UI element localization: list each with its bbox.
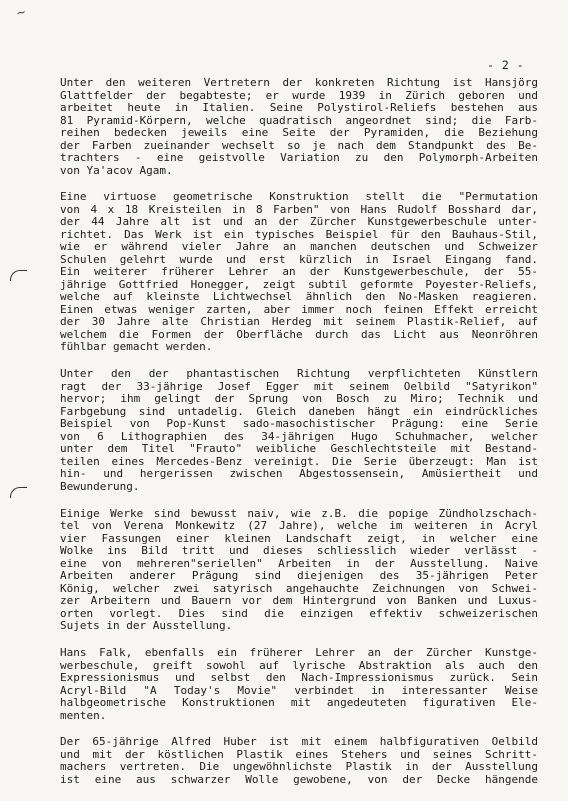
text-line: Acryl-Bild "A Today's Movie" verbindet in interessanter Weise [60,684,538,697]
text-line: werbeschule, greift sowohl auf lyrische Abstraktion als auch den [60,659,538,672]
text-line: arbeitet heute in Italien. Seine Polystirol-Reliefs bestehen aus [60,102,538,114]
text-line: Beispiel von Pop-Kunst sado-masochistischer Prägung: eine Serie [60,418,538,431]
text-line: tel von Verena Monkewitz (27 Jahre), welche im weiteren in Acryl [60,520,538,533]
text-line: Einen etwas weniger zarten, aber immer noch feinen Effekt erreicht [60,303,538,316]
text-line: trachters - eine geistvolle Variation zu den Polymorph-Arbeiten [60,152,538,164]
text-line: Ein weiterer früherer Lehrer an der Kunstgewerbeschule, der 55- [60,266,538,279]
text-line: wie er während vieler Jahre an manchen deutschen und Schweizer [60,241,538,254]
text-line: und mit der köstlichen Plastik eines Stehers und seines Schritt- [60,748,538,761]
text-line: fühlbar gemacht werden. [60,341,213,354]
page-number: - 2 - [487,58,525,72]
text-line: Wolke ins Bild tritt und dieses schliesslich wieder verlässt - [60,545,538,558]
text-line: von 4 x 18 Kreisteilen in 8 Farben" von Hans Rudolf Bosshard dar, [60,203,538,216]
text-line: richtet. Das Werk ist ein typisches Beispiel für den Bauhaus-Stil, [60,228,538,241]
text-line: von Ya'acov Agam. [60,164,173,177]
text-line: ist eine aus schwarzer Wolle gewobene, von der Decke hängende [60,773,538,786]
text-line: Unter den der phantastischen Richtung verpflichteten Künstlern [60,368,538,381]
text-line: jährige Gottfried Honegger, zeigt subtil geformte Poyester-Reliefs, [60,278,538,291]
text-line: Sujets in der Ausstellung. [60,620,233,633]
text-line: Expressionismus und selbst den Nach-Impressionismus zurück. Sein [60,672,538,685]
text-line: von 6 Lithographien des 34-jährigen Hugo Schuhmacher, welcher [60,430,538,443]
text-line: machers vertreten. Die ungewöhnlichste Plastik in der Ausstellung [60,761,538,774]
text-line: vier Fassungen einer kleinen Landschaft zeigt, in welcher eine [60,532,538,545]
margin-pencil-mark [10,270,27,281]
document-body [60,77,538,801]
text-line: teilen eines Mercedes-Benz vereinigt. Die Serie überzeugt: Man ist [60,455,538,468]
text-line: eine von mehreren"seriellen" Arbeiten in der Ausstellung. Naive [60,557,538,570]
text-line: reihen bedecken jeweils eine Seite der Pyramiden, die Beziehung [60,127,538,139]
text-line: der Farben zueinander wechselt so je nach dem Standpunkt des Be- [60,139,538,152]
text-line: Glattfelder der begabteste; er wurde 1939 in Zürich geboren und [60,89,538,102]
text-line: halbgeometrische Konstruktionen mit angedeuteten figurativen Ele- [60,697,538,710]
text-line: Farbgebung sind untadelig. Gleich daneben hängt ein eindrückliches [60,405,538,418]
text-line: Schulen gelehrt wurde und erst kürzlich in Israel Eingang fand. [60,253,538,266]
paragraph [60,77,538,177]
paragraph [60,508,538,633]
text-line: hin- und hergerissen zwischen Abgestossensein, Amüsiertheit und [60,468,538,481]
text-line: Arbeiten anderer Prägung sind diejenigen des 35-jährigen Peter [60,570,538,583]
text-line: der 44 Jahre alt ist und an der Zürcher Kunstgewerbeschule unter- [60,216,538,229]
text-line: zer Arbeitern und Bauern vor dem Hintergrund von Banken und Luxus- [60,595,538,608]
text-line: der 30 Jahre alte Christian Herdeg mit seinem Plastik-Relief, auf [60,316,538,329]
text-line: Bewunderung. [60,480,140,493]
text-line: menten. [60,709,107,722]
text-line: Einige Werke sind bewusst naiv, wie z.B. die popige Zündholzschach- [60,507,538,520]
text-line: Hans Falk, ebenfalls ein früherer Lehrer an der Zürcher Kunstge- [60,647,538,660]
text-line: Eine virtuose geometrische Konstruktion stellt die "Permutation [60,191,538,204]
handwritten-corner-mark: ~ [15,4,28,22]
text-line: König, welcher zwei satyrisch angehauchte Zeichnungen von Schwei- [60,582,538,595]
text-line: ragt der 33-jährige Josef Egger mit seinem Oelbild "Satyrikon" [60,380,538,393]
paragraph [60,736,538,786]
text-line: unter dem Titel "Frauto" weibliche Geschlechtsteile mit Bestand- [60,443,538,456]
text-line: Unter den weiteren Vertretern der konkreten Richtung ist Hansjörg [60,77,538,89]
text-line: 81 Pyramid-Körpern, welche quadratisch angeordnet sind; die Farb- [60,114,538,127]
text-line: welchem die Formen der Oberfläche durch das Licht aus Neonröhren [60,328,538,341]
text-line: orten vorlegt. Dies sind die einzigen effektiv schweizerischen [60,607,538,620]
text-line: welche auf kleinste Lichtwechsel ähnlich den No-Masken reagieren. [60,291,538,304]
margin-pencil-mark [10,487,27,498]
paragraph [60,191,538,354]
text-line: hervor; ihm gelingt der Sprung von Bosch zu Miro; Technik und [60,393,538,406]
paragraph [60,647,538,722]
text-line: Der 65-jährige Alfred Huber ist mit einem halbfigurativen Oelbild [60,736,538,749]
paragraph [60,368,538,493]
